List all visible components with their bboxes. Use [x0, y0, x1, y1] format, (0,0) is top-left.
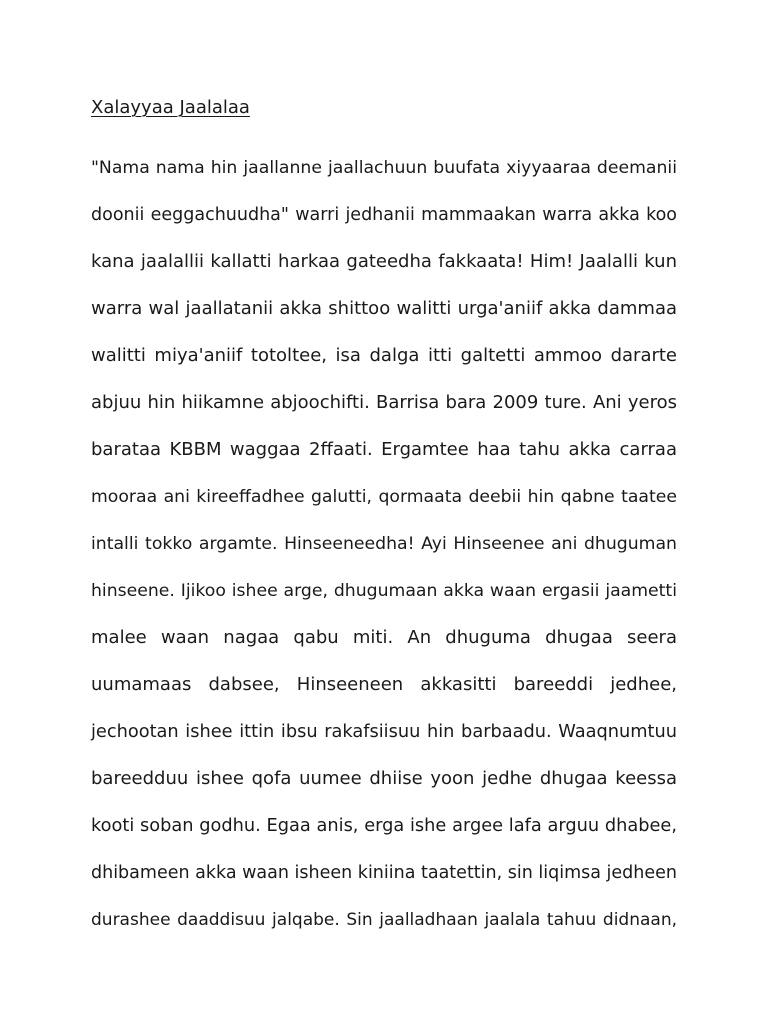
- body-line: barataa KBBM waggaa 2ffaati. Ergamtee haa tahu akka carraa: [91, 439, 677, 460]
- body-line: intalli tokko argamte. Hinseeneedha! Ayi Hinseenee ani dhuguman: [91, 534, 677, 554]
- body-line: uumamaas dabsee, Hinseeneen akkasitti bareeddi jedhee,: [91, 674, 677, 695]
- body-line: "Nama nama hin jaallanne jaallachuun buufata xiyyaaraa deemanii: [91, 158, 677, 178]
- body-line: kana jaalallii kallatti harkaa gateedha fakkaata! Him! Jaalalli kun: [91, 251, 677, 272]
- body-line: walitti miya'aniif totoltee, isa dalga itti galtetti ammoo dararte: [91, 345, 677, 366]
- body-line: durashee daaddisuu jalqabe. Sin jaalladhaan jaalala tahuu didnaan,: [91, 910, 677, 930]
- body-line: hinseene. Ijikoo ishee arge, dhugumaan akka waan ergasii jaametti: [91, 581, 677, 601]
- body-line: abjuu hin hiikamne abjoochifti. Barrisa bara 2009 ture. Ani yeros: [91, 392, 677, 413]
- body-line: kooti soban godhu. Egaa anis, erga ishe argee lafa arguu dhabee,: [91, 816, 677, 836]
- body-line: doonii eeggachuudha" warri jedhanii mammaakan warra akka koo: [91, 205, 677, 225]
- body-line: dhibameen akka waan isheen kiniina taatettin, sin liqimsa jedheen: [91, 863, 677, 883]
- body-line: warra wal jaallatanii akka shittoo walitti urga'aniif akka dammaa: [91, 298, 677, 319]
- document-title: Xalayyaa Jaalalaa: [91, 97, 250, 118]
- body-line: bareedduu ishee qofa uumee dhiise yoon jedhe dhugaa keessa: [91, 768, 677, 789]
- body-line: malee waan nagaa qabu miti. An dhuguma dhugaa seera: [91, 627, 677, 648]
- document-body: [91, 155, 677, 954]
- body-line: jechootan ishee ittin ibsu rakafsiisuu hin barbaadu. Waaqnumtuu: [91, 722, 677, 742]
- body-line: mooraa ani kireeffadhee galutti, qormaata deebii hin qabne taatee: [91, 487, 677, 507]
